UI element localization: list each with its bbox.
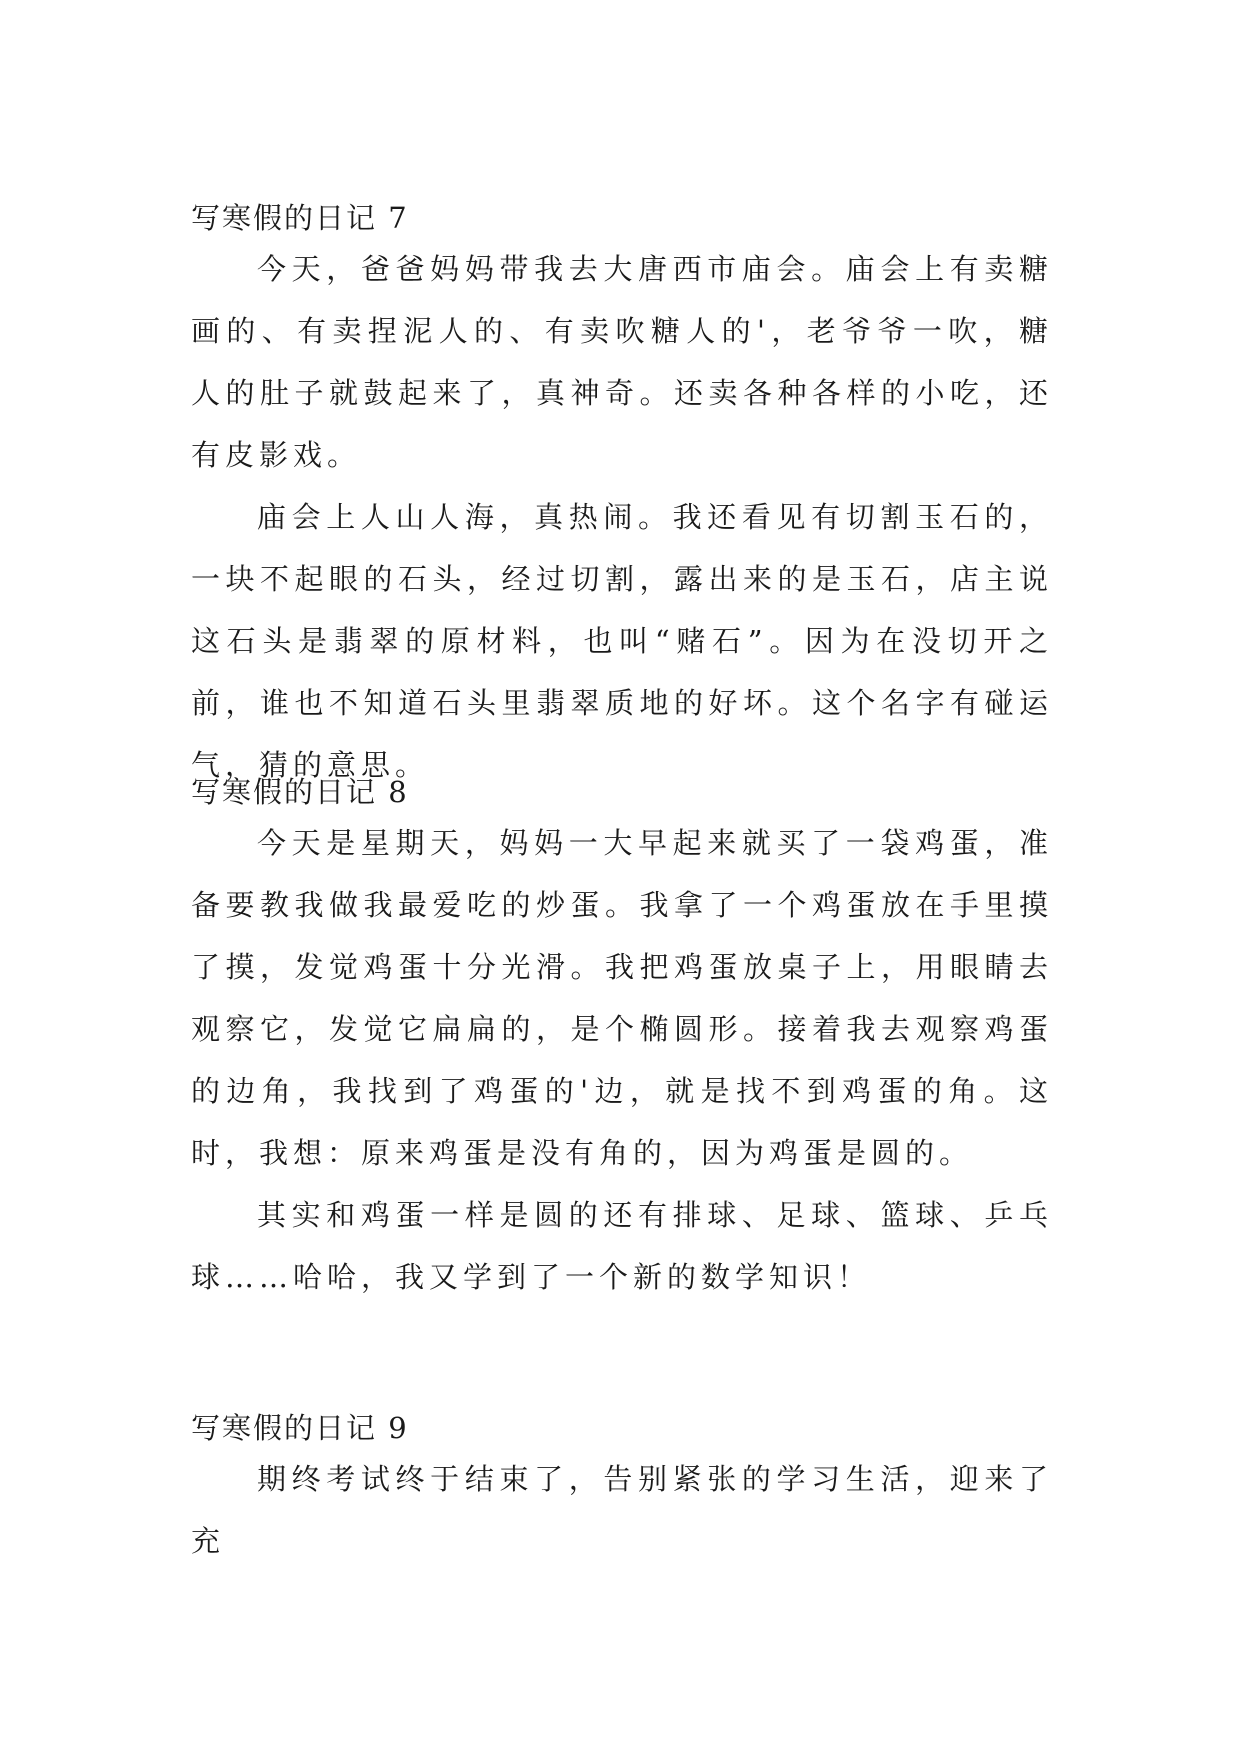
entry-8-paragraph-2: 其实和鸡蛋一样是圆的还有排球、足球、篮球、乒乓球……哈哈，我又学到了一个新的数学知识！ <box>191 1198 1053 1294</box>
entry-7-paragraph-1: 今天，爸爸妈妈带我去大唐西市庙会。庙会上有卖糖画的、有卖捏泥人的、有卖吹糖人的'，老爷爷一吹，糖人的肚子就鼓起来了，真神奇。还卖各种各样的小吃，还有皮影戏。 <box>191 252 1053 472</box>
entry-9-paragraph-1: 期终考试终于结束了，告别紧张的学习生活，迎来了充 <box>191 1462 1053 1558</box>
entry-8-paragraph-1: 今天是星期天，妈妈一大早起来就买了一袋鸡蛋，准备要教我做我最爱吃的炒蛋。我拿了一个鸡蛋放在手里摸了摸，发觉鸡蛋十分光滑。我把鸡蛋放桌子上，用眼睛去观察它，发觉它扁扁的，是个椭圆形。接着我去观察鸡蛋的边角，我找到了鸡蛋的'边，就是找不到鸡蛋的角。这时，我想：原来鸡蛋是没有角的，因为鸡蛋是圆的。 <box>191 826 1053 1170</box>
entry-title-7: 写寒假的日记 7 <box>191 201 409 235</box>
entry-title-8: 写寒假的日记 8 <box>191 775 409 809</box>
entry-title-9: 写寒假的日记 9 <box>191 1411 409 1445</box>
entry-7-paragraph-2: 庙会上人山人海，真热闹。我还看见有切割玉石的，一块不起眼的石头，经过切割，露出来的是玉石，店主说这石头是翡翠的原材料，也叫“赌石”。因为在没切开之前，谁也不知道石头里翡翠质地的好坏。这个名字有碰运气，猜的意思。 <box>191 500 1053 782</box>
